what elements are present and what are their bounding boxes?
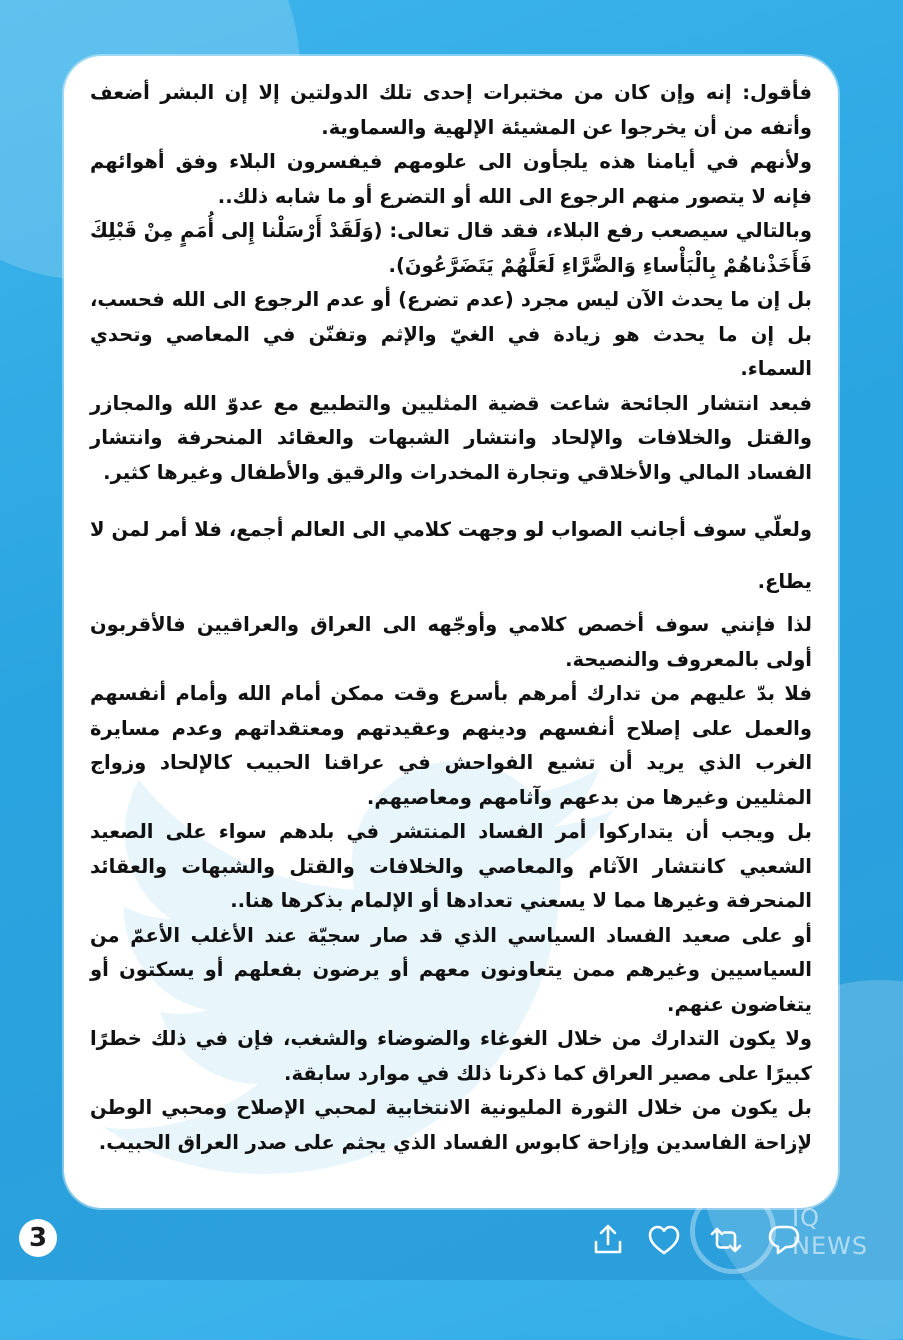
paragraph: وبالتالي سيصعب رفع البلاء، فقد قال تعالى: (وَلَقَدْ أَرْسَلْنا إِلى أُمَمٍ مِنْ قَبْلِكَ فَأَخَذْناهُمْ بِالْبَأْساءِ وَالضَّرَّاءِ لَعَلَّهُمْ يَتَضَرَّعُونَ). [90, 219, 812, 277]
paragraph: بل يكون من خلال الثورة المليونية الانتخابية لمحبي الإصلاح ومحبي الوطن لإزاحة الفاسدين وإزاحة كابوس الفساد الذي يجثم على صدر العراق الحبيب. [90, 1096, 812, 1154]
comment-icon[interactable] [766, 1222, 802, 1258]
paragraph: فبعد انتشار الجائحة شاعت قضية المثليين والتطبيع مع عدوّ الله والمجازر والقتل والخلافات والإلحاد وانتشار الشبهات والعقائد المنحرفة وانتشار الفساد المالي والأخلاقي وتجارة المخدرات والرقيق والأطفال وغيرها كثير. [90, 391, 812, 484]
paragraph: ولأنهم في أيامنا هذه يلجأون الى علومهم فيفسرون البلاء وفق أهوائهم فإنه لا يتصور منهم الرجوع الى الله أو التضرع أو ما شابه ذلك.. [90, 150, 812, 208]
paragraph: فلا بدّ عليهم من تدارك أمرهم بأسرع وقت ممكن أمام الله وأمام أنفسهم والعمل على إصلاح أنفسهم ودينهم وعقيدتهم ومعتقداتهم وعدم مسايرة الغرب الذي يريد أن تشيع الفواحش في عراقنا الحبيب كالإلحاد وزواج المثليين وغيرها من بدعهم وآثامهم ومعاصيهم. [90, 682, 812, 809]
article-body [90, 76, 812, 1160]
page-number-badge: 3 [19, 1219, 57, 1257]
brand-watermark: IQ NEWS [792, 1204, 869, 1260]
heart-icon[interactable] [646, 1222, 682, 1258]
paragraph: بل ويجب أن يتداركوا أمر الفساد المنتشر في بلدهم سواء على الصعيد الشعبي كانتشار الآثام والمعاصي والخلافات والقتل والشبهات والعقائد المنحرفة وغيرها مما لا يسعني تعدادها أو الإلمام بذكرها هنا.. [90, 820, 812, 912]
paragraph: ولعلّي سوف أجانب الصواب لو وجهت كلامي الى العالم أجمع، فلا أمر لمن لا يطاع. [90, 518, 812, 593]
paragraph: بل إن ما يحدث الآن ليس مجرد (عدم تضرع) أو عدم الرجوع الى الله فحسب، بل إن ما يحدث هو زيادة في الغيّ والإثم وتفنّن في المعاصي وتحدي السماء. [90, 288, 812, 380]
paragraph: فأقول: إنه وإن كان من مختبرات إحدى تلك الدولتين إلا إن البشر أضعف وأتفه من أن يخرجوا عن المشيئة الإلهية والسماوية. [90, 81, 812, 139]
action-bar [590, 1222, 810, 1262]
paragraph: لذا فإنني سوف أخصص كلامي وأوجّهه الى العراق والعراقيين فالأقربون أولى بالمعروف والنصيحة. [90, 613, 812, 671]
retweet-icon[interactable] [708, 1222, 744, 1258]
paragraph: ولا يكون التدارك من خلال الغوغاء والضوضاء والشغب، فإن في ذلك خطرًا كبيرًا على مصير العراق كما ذكرنا ذلك في موارد سابقة. [90, 1027, 812, 1085]
content-card [64, 56, 838, 1208]
share-icon[interactable] [590, 1222, 626, 1258]
paragraph: أو على صعيد الفساد السياسي الذي قد صار سجيّة عند الأغلب الأعمّ من السياسيين وغيرهم ممن يتعاونون معهم أو يرضون بفعلهم أو يسكتون أو يتغاضون عنهم. [90, 923, 812, 1016]
